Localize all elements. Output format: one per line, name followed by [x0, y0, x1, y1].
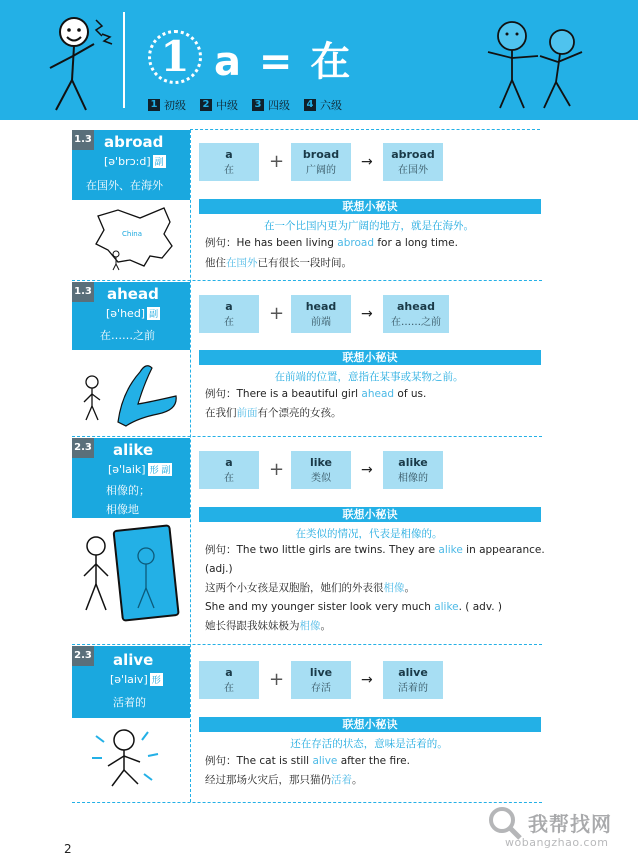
morpheme-en: head — [305, 300, 337, 313]
part-of-speech: 副 — [147, 307, 160, 320]
tip-title: 联想小秘诀 — [199, 507, 541, 522]
level-badge: 2.3 — [72, 438, 94, 458]
meaning: 活着的 — [113, 696, 146, 709]
morpheme-en: a — [225, 666, 233, 679]
part-of-speech: 形 副 — [148, 463, 173, 476]
header-divider — [123, 12, 125, 108]
example-cn: 经过那场火灾后，那只猫仍活着。 — [205, 774, 363, 786]
morpheme-cn: 类似 — [311, 473, 331, 484]
level-badge: 1.3 — [72, 282, 94, 302]
morpheme-cn: 在 — [224, 473, 234, 484]
level-label: 中级 — [216, 99, 238, 112]
level-badge: 2.3 — [72, 646, 94, 666]
result-cn: 活着的 — [398, 683, 428, 694]
level-number: 3 — [252, 99, 264, 111]
tip-text: 在一个比国内更为广阔的地方，就是在海外。 — [264, 220, 474, 232]
arrow-icon: → — [361, 672, 373, 688]
example-en: 例句：He has been living abroad for a long time. — [205, 237, 458, 249]
result-en: alive — [398, 666, 428, 679]
morpheme-cn: 在 — [224, 165, 234, 176]
plus-sign: + — [269, 303, 285, 324]
morpheme-en: a — [225, 300, 233, 313]
morpheme-en: a — [225, 148, 233, 161]
morpheme-cn: 前端 — [311, 317, 331, 328]
meaning: 在……之前 — [100, 329, 155, 342]
tip-title: 联想小秘诀 — [199, 199, 541, 214]
phonetic — [104, 155, 166, 168]
arrow-icon: → — [361, 306, 373, 322]
level-item — [304, 97, 342, 113]
section-divider — [72, 280, 542, 281]
phonetic — [106, 307, 160, 320]
root-formula: a = 在 — [214, 39, 353, 85]
morpheme-en: broad — [302, 148, 340, 161]
level-label: 四级 — [268, 99, 290, 112]
morpheme-en: live — [309, 666, 333, 679]
level-number: 2 — [200, 99, 212, 111]
example-en: 例句：There is a beautiful girl ahead of us. — [205, 388, 427, 400]
level-item — [200, 97, 238, 113]
tip-text: 在类似的情况，代表是相像的。 — [295, 528, 443, 540]
morpheme-cn: 存活 — [311, 683, 331, 694]
ipa-text: [ə'brɔ:d] — [104, 155, 151, 168]
result-piece — [383, 143, 443, 181]
level-legend — [148, 97, 342, 113]
plus-sign: + — [269, 151, 285, 172]
tip-text: 还在存活的状态，意味是活着的。 — [290, 738, 448, 750]
headword: alike — [113, 441, 154, 459]
section-divider — [72, 436, 542, 437]
result-cn: 相像的 — [398, 473, 428, 484]
runner-illustration — [78, 352, 188, 430]
section-divider — [72, 802, 542, 803]
result-cn: 在……之前 — [391, 317, 441, 328]
level-badge: 1.3 — [72, 130, 94, 150]
tip-text: 在前端的位置，意指在某事或某物之前。 — [274, 371, 464, 383]
example-cn: 他住在国外已有很长一段时间。 — [205, 257, 352, 269]
headword: abroad — [104, 133, 164, 151]
morpheme-cn: 在 — [224, 683, 234, 694]
level-label: 六级 — [320, 99, 342, 112]
two-figures-illustration — [478, 12, 598, 112]
morpheme-cn: 在 — [224, 317, 234, 328]
jumping-figure-illustration — [86, 722, 186, 794]
part-of-speech: 副 — [153, 155, 166, 168]
result-piece — [383, 451, 443, 489]
map-label: China — [122, 230, 142, 238]
column-divider — [190, 130, 191, 802]
morpheme-piece — [291, 143, 351, 181]
ipa-text: [ə'laik] — [108, 463, 146, 476]
example-cn: 她长得跟我妹妹极为相像。 — [205, 620, 331, 632]
morpheme-piece — [199, 451, 259, 489]
morpheme-cn: 广阔的 — [306, 165, 336, 176]
example-en: She and my younger sister look very much alike. ( adv. ) — [205, 601, 503, 613]
example-en: 例句：The two little girls are twins. They are alike in appearance. — [205, 544, 545, 556]
phonetic — [110, 673, 163, 686]
page-header — [0, 0, 638, 120]
section-divider — [190, 129, 540, 130]
morpheme-piece — [199, 143, 259, 181]
result-en: ahead — [396, 300, 435, 313]
unit-number: 1 — [148, 30, 202, 84]
morpheme-piece — [199, 661, 259, 699]
watermark-url: wobangzhao.com — [505, 836, 609, 849]
level-label: 初级 — [164, 99, 186, 112]
meaning: 相像的； 相像地 — [106, 484, 150, 516]
level-number: 1 — [148, 99, 160, 111]
morpheme-piece — [199, 295, 259, 333]
china-map-illustration — [78, 200, 188, 272]
part-of-speech: 形 — [150, 673, 163, 686]
result-cn: 在国外 — [398, 165, 428, 176]
result-piece — [383, 661, 443, 699]
ipa-text: [ə'hed] — [106, 307, 146, 320]
morpheme-piece — [291, 451, 351, 489]
level-item — [148, 97, 186, 113]
arrow-icon: → — [361, 462, 373, 478]
result-en: abroad — [391, 148, 435, 161]
tip-title: 联想小秘诀 — [199, 350, 541, 365]
page-number: 2 — [64, 842, 72, 856]
result-piece — [383, 295, 449, 333]
result-en: alike — [398, 456, 428, 469]
headword: ahead — [107, 285, 159, 303]
ipa-text: [ə'laiv] — [110, 673, 148, 686]
level-item — [252, 97, 290, 113]
plus-sign: + — [269, 669, 285, 690]
section-divider — [72, 644, 542, 645]
example-en: 例句：The cat is still alive after the fire. — [205, 755, 410, 767]
watermark-title: 我帮找网 — [528, 812, 612, 836]
example-cn: 这两个小女孩是双胞胎，她们的外表很相像。 — [205, 582, 415, 594]
arrow-icon: → — [361, 154, 373, 170]
tip-title: 联想小秘诀 — [199, 717, 541, 732]
level-number: 4 — [304, 99, 316, 111]
stick-figure-illustration — [30, 8, 120, 114]
mirror-illustration — [78, 522, 188, 622]
meaning: 在国外、在海外 — [86, 179, 163, 192]
morpheme-en: a — [225, 456, 233, 469]
headword: alive — [113, 651, 154, 669]
morpheme-en: like — [309, 456, 333, 469]
example-note: (adj.) — [205, 563, 233, 575]
morpheme-piece — [291, 661, 351, 699]
example-cn: 在我们前面有个漂亮的女孩。 — [205, 407, 342, 419]
phonetic — [108, 463, 172, 476]
plus-sign: + — [269, 459, 285, 480]
morpheme-piece — [291, 295, 351, 333]
